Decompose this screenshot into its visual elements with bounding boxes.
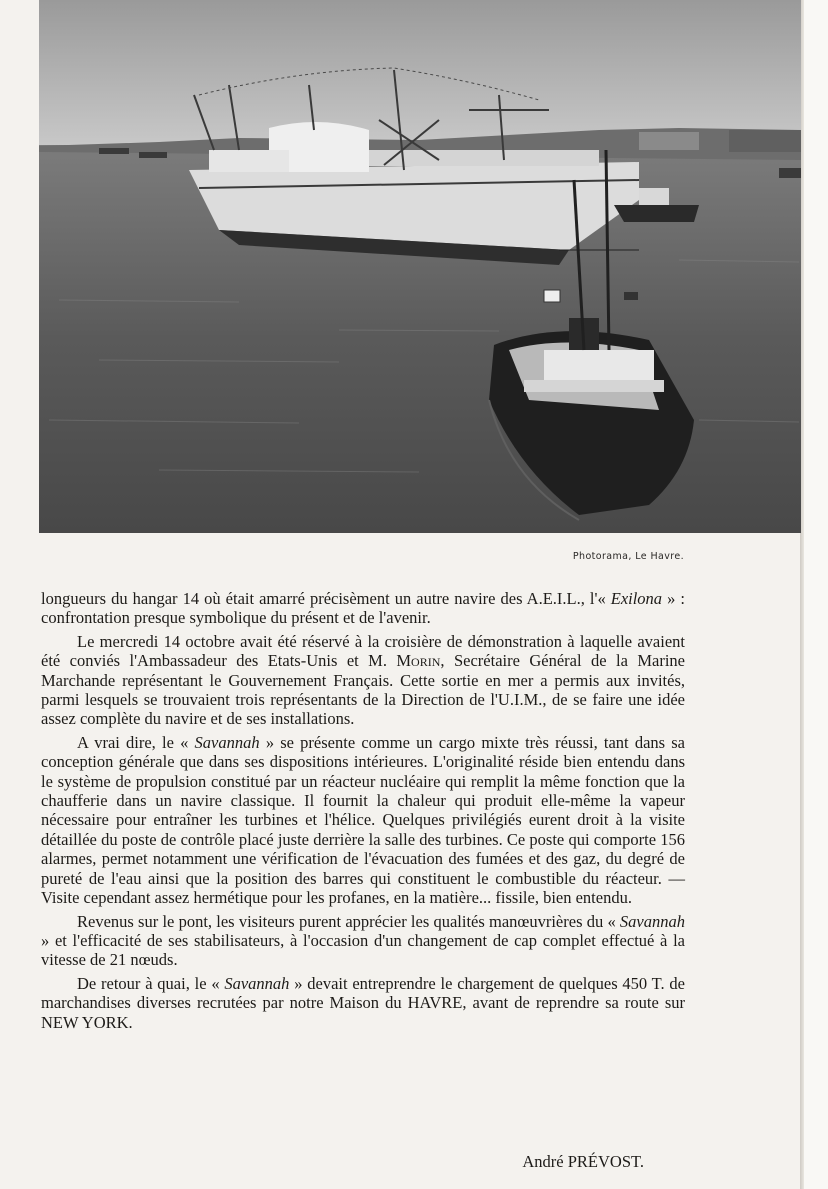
- article-body: [41, 589, 685, 1036]
- ship-name: Savannah: [194, 732, 260, 752]
- paragraph-3: [41, 733, 685, 908]
- paragraph-5: [41, 974, 685, 1032]
- harbor-photo-drawing: [39, 0, 801, 533]
- paragraph-3-text-a: A vrai dire, le «: [77, 732, 195, 752]
- author-signature: André PRÉVOST.: [522, 1152, 644, 1171]
- paragraph-3-text-b: » se présente comme un cargo mixte très réussi, tant dans sa conception générale que dans ses dispositions intérieures. L'originalité réside bien entendu dans le système de propulsion constitué par un réacteur nucléaire qui remplit la même fonction que la chaufferie dans un navire classique. Il fournit la chaleur qui produit elle-même la vapeur nécessaire pour entraîner les turbines et l'hélice. Quelques privilégiés eurent droit à la visite détaillée du poste de contrôle placé juste derrière la salle des turbines. Ce poste qui comporte 156 alarmes, permet notamment une vérification de l'évacuation des fumées et des gaz, du degré de pureté de l'eau ainsi que la position des barres qui constituent le combustible du réacteur. — Visite cependant assez hermétique pour les profanes, en la matière... fissile, bien entendu.: [41, 732, 686, 908]
- paragraph-2-text-b: , Secrétaire Général de la Marine Marchande représentant le Gouvernement Français. Cette sortie en mer a permis aux invités, parmi lesquels se trouvaient trois représentants de la Direction de l'U.I.M., de se faire une idée assez complète du navire et de ses installations.: [41, 651, 685, 729]
- paragraph-1: [41, 589, 685, 628]
- paragraph-1-text-a: longueurs du hangar 14 où était amarré précisèment un autre navire des A.E.I.L., l'«: [41, 589, 611, 608]
- page-right-margin: [804, 0, 828, 1189]
- photo-credit: Photorama, Le Havre.: [572, 551, 684, 562]
- paragraph-2: [41, 632, 685, 729]
- paragraph-4-text-b: » et l'efficacité de ses stabilisateurs, à l'occasion d'un changement de cap complet effectué à la vitesse de 21 nœuds.: [41, 930, 685, 970]
- paragraph-4-text-a: Revenus sur le pont, les visiteurs purent apprécier les qualités manœuvrières du «: [77, 911, 620, 931]
- paragraph-4: [41, 912, 685, 970]
- paragraph-5-text-a: De retour à quai, le «: [77, 973, 225, 993]
- paragraph-5-text-b: » devait entreprendre le chargement de quelques 450 T. de marchandises diverses recrutées par notre Maison du HAVRE, avant de reprendre sa route sur NEW YORK.: [41, 973, 685, 1032]
- ship-name: Exilona: [610, 589, 663, 608]
- paragraph-1-text-b: » : confrontation presque symbolique du présent et de l'avenir.: [41, 589, 685, 628]
- harbor-photo: [39, 0, 801, 533]
- paragraph-2-text-a: Le mercredi 14 octobre avait été réservé à la croisière de démonstration à laquelle avaient été conviés l'Ambassadeur des Etats-Unis et M.: [41, 631, 685, 671]
- ship-name: Savannah: [619, 911, 685, 931]
- person-name: Morin: [396, 651, 441, 671]
- ship-name: Savannah: [224, 973, 290, 993]
